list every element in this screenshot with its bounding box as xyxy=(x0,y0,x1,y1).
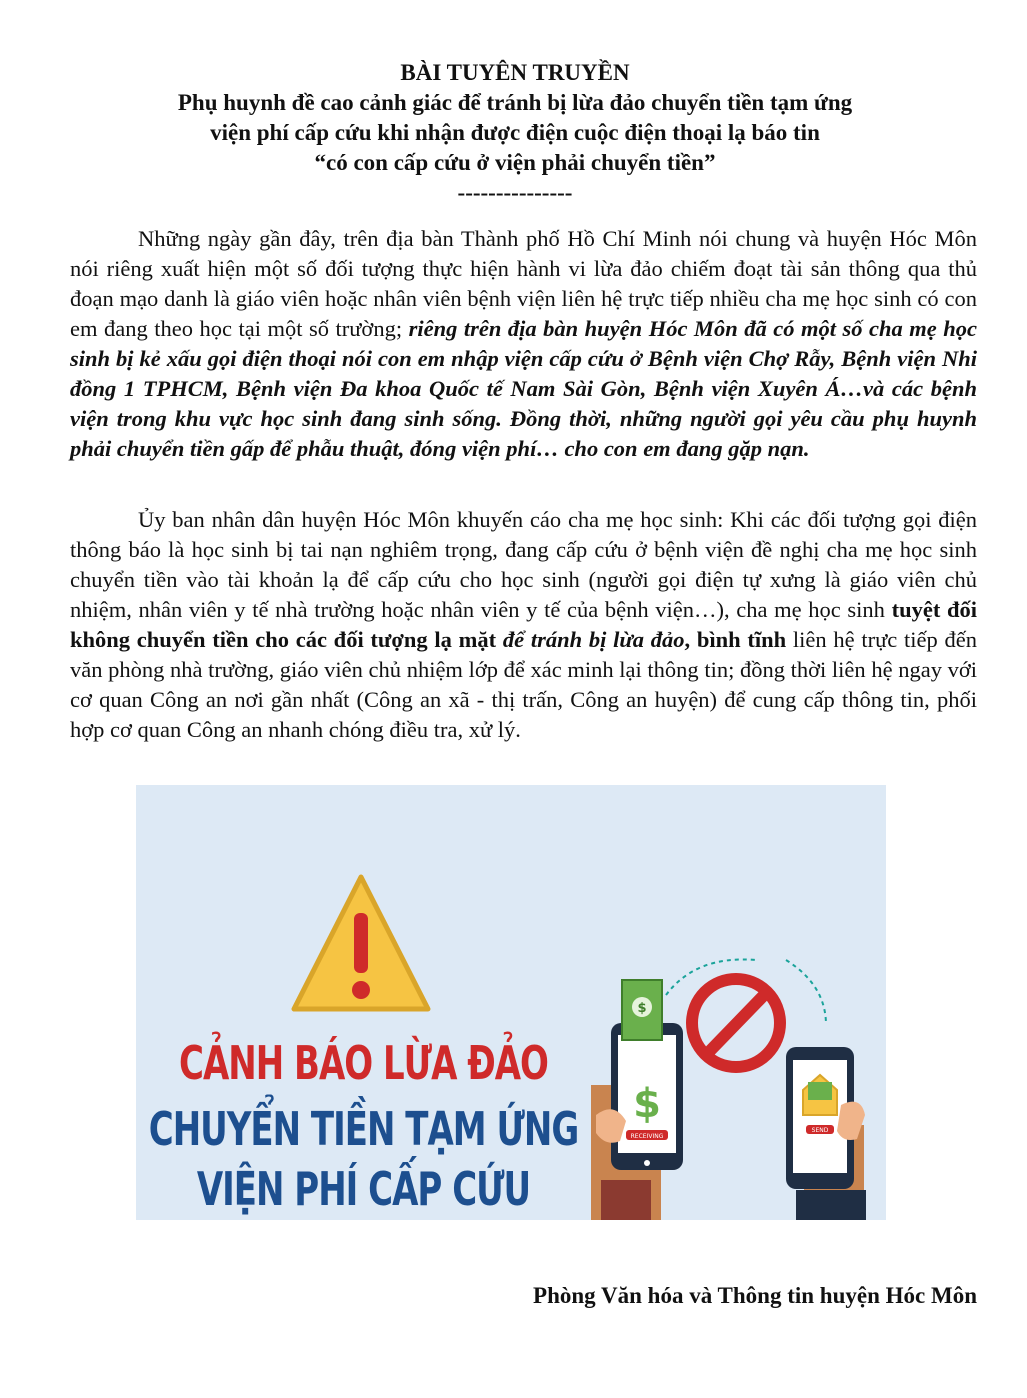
paragraph-2 xyxy=(70,505,977,745)
banner-headline-line3: VIỆN PHÍ CẤP CỨU xyxy=(196,1163,531,1217)
paragraph-2-bold-2: , bình tĩnh xyxy=(684,627,787,652)
paragraph-2-text-2: liên hệ trực tiếp đến văn phòng nhà trường, giáo viên chủ nhiệm lớp để xác minh lại thông tin; đồng thời liên hệ ngay với cơ quan Công an nơi gần nhất (Công an xã - thị trấn, Công an huyện) để cung cấp thông tin, phối hợp cơ quan Công an nhanh chóng điều tra, xử lý. xyxy=(70,627,977,742)
document-subtitle-line2: viện phí cấp cứu khi nhận được điện cuộc điện thoại lạ báo tin xyxy=(210,120,820,145)
scam-warning-banner xyxy=(136,785,886,1220)
banner-headline-line2: CHUYỂN TIỀN TẠM ỨNG xyxy=(148,1103,579,1157)
document-subtitle-line3: “có con cấp cứu ở viện phải chuyển tiền” xyxy=(314,150,716,175)
paragraph-2-bold-italic: để tránh bị lừa đảo xyxy=(502,627,685,652)
paragraph-1-emphasis: riêng trên địa bàn huyện Hóc Môn đã có một số cha mẹ học sinh bị kẻ xấu gọi điện thoại nói con em nhập viện cấp cứu ở Bệnh viện Chợ Rẫy, Bệnh viện Nhi đồng 1 TPHCM, Bệnh viện Đa khoa Quốc tế Nam Sài Gòn, Bệnh viện Xuyên Á…và các bệnh viện trong khu vực học sinh đang sinh sống. Đồng thời, những người gọi yêu cầu phụ huynh phải chuyển tiền gấp để phẫu thuật, đóng viện phí… cho con em đang gặp nạn. xyxy=(70,316,977,461)
banner-headline-line1: CẢNH BÁO LỪA ĐẢO xyxy=(179,1037,548,1091)
svg-text:$: $ xyxy=(637,1001,647,1016)
document-subtitle-line1: Phụ huynh đề cao cảnh giác để tránh bị lừa đảo chuyển tiền tạm ứng xyxy=(177,90,853,115)
svg-text:RECEIVING: RECEIVING xyxy=(630,1133,664,1140)
title-separator: --------------- xyxy=(457,180,573,205)
paragraph-2-text: Ủy ban nhân dân huyện Hóc Môn khuyến cáo cha mẹ học sinh: Khi các đối tượng gọi điện thông báo là học sinh bị tai nạn nghiêm trọng, đang cấp cứu ở bệnh viện đề nghị cha mẹ học sinh chuyển tiền vào tài khoản lạ để cấp cứu cho học sinh (người gọi điện tự xưng là giáo viên chủ nhiệm, nhân viên y tế nhà trường hoặc nhân viên y tế của bệnh viện…), cha mẹ học sinh xyxy=(70,507,977,622)
paragraph-1 xyxy=(70,224,977,464)
prohibited-icon xyxy=(692,979,780,1067)
document-title: BÀI TUYÊN TRUYỀN xyxy=(400,60,630,85)
svg-text:$: $ xyxy=(633,1081,661,1127)
sending-phone-icon xyxy=(786,1047,866,1220)
receiving-phone-icon xyxy=(591,980,683,1220)
warning-triangle-icon xyxy=(294,877,428,1009)
signature: Phòng Văn hóa và Thông tin huyện Hóc Môn xyxy=(533,1283,977,1308)
svg-text:SEND: SEND xyxy=(811,1127,829,1134)
paragraph-2-bold: tuyệt đối không chuyển tiền cho các đối tượng lạ mặt xyxy=(70,597,978,652)
paragraph-1-text: Những ngày gần đây, trên địa bàn Thành phố Hồ Chí Minh nói chung và huyện Hóc Môn nói riêng xuất hiện một số đối tượng thực hiện hành vi lừa đảo chiếm đoạt tài sản thông qua thủ đoạn mạo danh là giáo viên hoặc nhân viên bệnh viện liên hệ trực tiếp nhiều cha mẹ học sinh có con em đang theo học tại một số trường; xyxy=(70,226,977,341)
